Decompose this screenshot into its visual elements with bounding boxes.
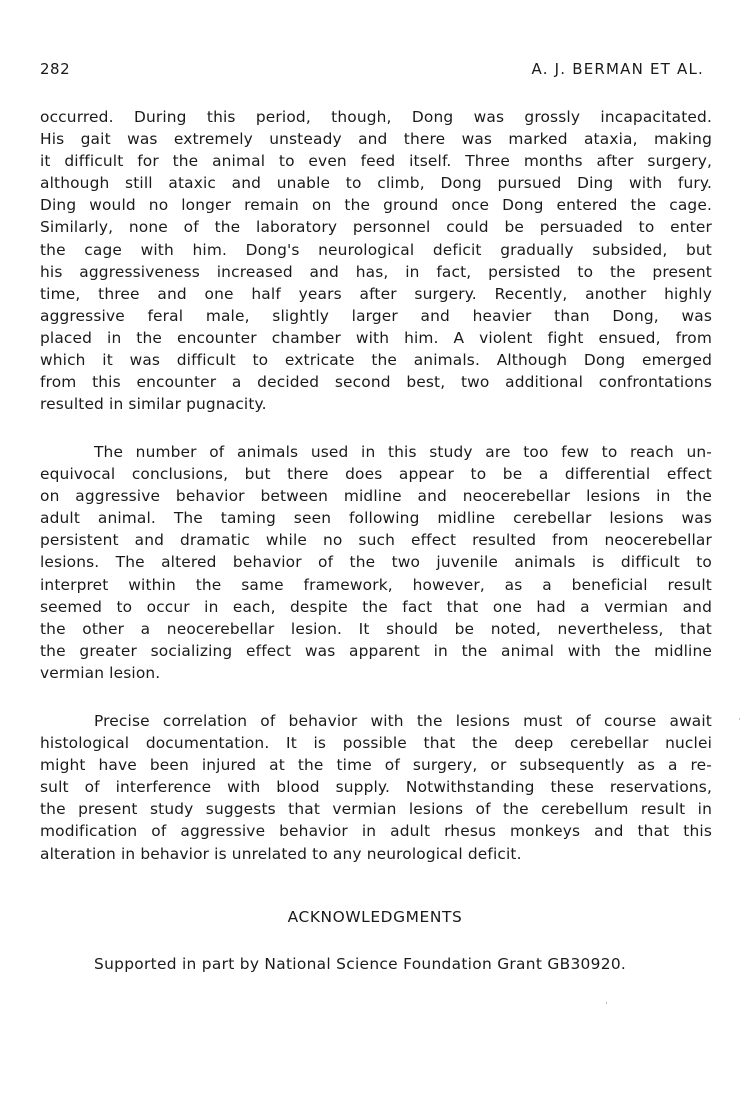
text-line: seemed to occur in each, despite the fact that one had a vermian and	[40, 597, 712, 616]
text-line: might have been injured at the time of surgery, or subsequently as a re-	[40, 756, 712, 775]
text-line: sult of interference with blood supply. Notwithstanding these reservations,	[40, 778, 712, 797]
page-header	[40, 60, 704, 84]
text-line: adult animal. The taming seen following midline cerebellar lesions was	[40, 509, 712, 528]
text-line: the greater socializing effect was apparent in the animal with the midline	[40, 641, 712, 660]
text-line: histological documentation. It is possible that the deep cerebellar nuclei	[40, 734, 712, 753]
text-line: his aggressiveness increased and has, in fact, persisted to the present	[40, 262, 712, 281]
text-line: Ding would no longer remain on the ground once Dong entered the cage.	[40, 196, 712, 215]
text-line: resulted in similar pugnacity.	[40, 395, 267, 414]
text-line: equivocal conclusions, but there does appear to be a differential effect	[40, 465, 712, 484]
text-line: time, three and one half years after surgery. Recently, another highly	[40, 284, 712, 303]
running-head: A. J. BERMAN ET AL.	[531, 60, 704, 78]
acknowledgments-text: Supported in part by National Science Foundation Grant GB30920.	[94, 955, 627, 973]
text-line: interpret within the same framework, however, as a beneficial result	[40, 575, 712, 594]
text-line: although still ataxic and unable to climb, Dong pursued Ding with fury.	[40, 174, 712, 193]
text-line: it difficult for the animal to even feed itself. Three months after surgery,	[40, 152, 712, 171]
text-line: which it was difficult to extricate the animals. Although Dong emerged	[40, 351, 712, 370]
text-line: the other a neocerebellar lesion. It should be noted, nevertheless, that	[40, 619, 712, 638]
text-line: persistent and dramatic while no such effect resulted from neocerebellar	[40, 531, 712, 550]
text-line: alteration in behavior is unrelated to any neurological deficit.	[40, 844, 522, 863]
text-line: lesions. The altered behavior of the two juvenile animals is difficult to	[40, 553, 712, 572]
text-line: placed in the encounter chamber with him. A violent fight ensued, from	[40, 328, 712, 347]
text-line: aggressive feral male, slightly larger and heavier than Dong, was	[40, 306, 712, 325]
text-line: on aggressive behavior between midline and neocerebellar lesions in the	[40, 487, 712, 506]
text-line: the cage with him. Dong's neurological deficit gradually subsided, but	[40, 240, 712, 259]
text-line: His gait was extremely unsteady and there was marked ataxia, making	[40, 130, 712, 149]
scan-speck	[606, 1002, 607, 1004]
text-line: vermian lesion.	[40, 663, 161, 682]
text-line: Similarly, none of the laboratory personnel could be persuaded to enter	[40, 218, 712, 237]
text-line: from this encounter a decided second best, two additional confrontations	[40, 373, 712, 392]
text-line: Precise correlation of behavior with the lesions must of course await	[94, 712, 712, 730]
text-line: occurred. During this period, though, Dong was grossly incapacitated.	[40, 108, 712, 126]
text-line: The number of animals used in this study are too few to reach un-	[94, 443, 712, 461]
paragraph-1	[40, 106, 712, 415]
page-number: 282	[40, 60, 71, 78]
paragraph-3	[40, 710, 712, 865]
text-line: the present study suggests that vermian lesions of the cerebellum result in	[40, 800, 712, 819]
scan-speck	[739, 718, 740, 720]
acknowledgments-heading: ACKNOWLEDGMENTS	[287, 908, 463, 926]
text-line: modification of aggressive behavior in adult rhesus monkeys and that this	[40, 822, 712, 841]
paragraph-2	[40, 441, 712, 684]
